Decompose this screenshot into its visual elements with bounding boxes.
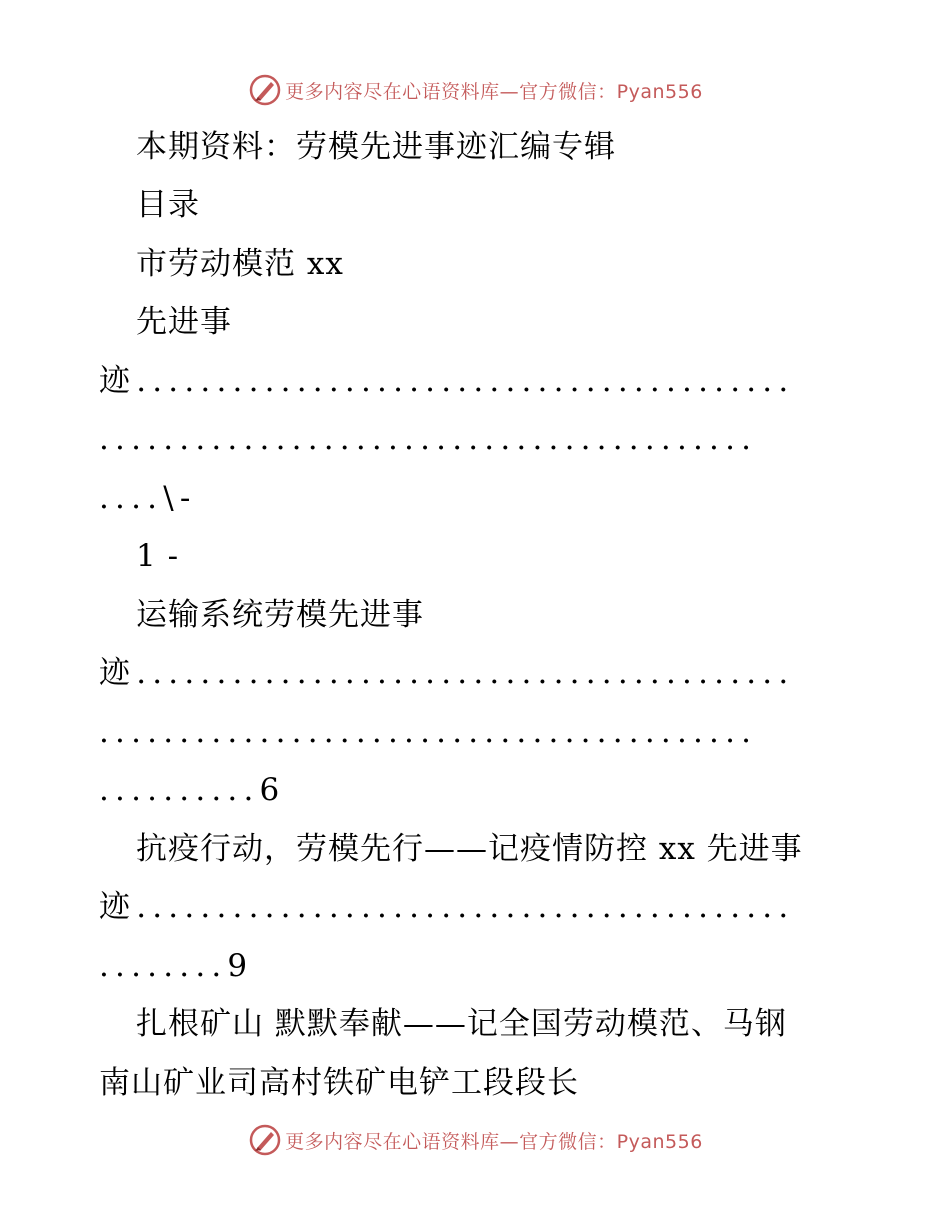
watermark-text: 更多内容尽在心语资料库—官方微信：Pyan556 xyxy=(285,80,703,103)
toc-entry-1-page-number: 1 - xyxy=(136,538,180,574)
toc-entry-3-leader: 迹......................................... xyxy=(99,889,795,925)
toc-entry-4-title: 扎根矿山 默默奉献——记全国劳动模范、马钢 xyxy=(136,1006,787,1042)
toc-entry-1-page: ....\- xyxy=(99,480,197,516)
toc-heading: 目录 xyxy=(136,187,200,223)
toc-entry-1-leader: 迹......................................... xyxy=(99,363,795,399)
toc-entry-2-leader-cont: ......................................... xyxy=(99,714,758,750)
watermark-text: 更多内容尽在心语资料库—官方微信：Pyan556 xyxy=(285,1130,703,1153)
toc-entry-1-leader-cont: ......................................... xyxy=(99,421,758,457)
toc-entry-2-leader: 迹......................................... xyxy=(99,655,795,691)
toc-entry-1-title: 市劳动模范 xx xyxy=(136,246,344,282)
toc-entry-3-title: 抗疫行动，劳模先行——记疫情防控 xx 先进事 xyxy=(136,831,803,867)
toc-entry-1-title-cont: 先进事 xyxy=(136,304,232,340)
toc-entry-3-page: ........9 xyxy=(99,948,254,984)
pen-seal-icon xyxy=(247,1122,283,1158)
toc-entry-2-title: 运输系统劳模先进事 xyxy=(136,597,424,633)
header-watermark xyxy=(0,70,950,110)
doc-title: 本期资料：劳模先进事迹汇编专辑 xyxy=(136,129,616,165)
pen-seal-icon xyxy=(247,72,283,108)
toc-entry-4-title-cont: 南山矿业司高村铁矿电铲工段段长 xyxy=(99,1065,579,1101)
toc-entry-2-page: ..........6 xyxy=(99,772,286,808)
footer-watermark xyxy=(0,1120,950,1160)
